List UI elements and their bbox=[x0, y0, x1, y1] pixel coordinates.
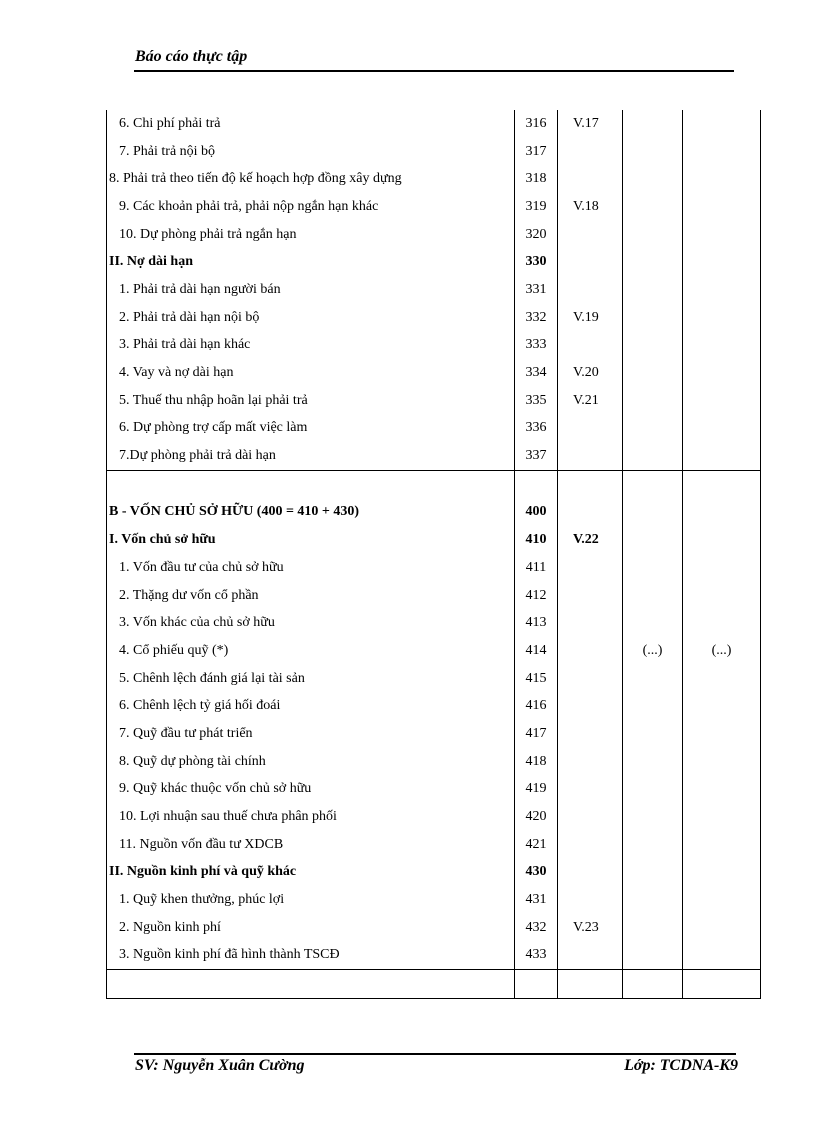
table-row bbox=[107, 110, 761, 138]
row-note-cell bbox=[558, 831, 623, 859]
row-code-cell bbox=[515, 470, 558, 498]
row-value-end-cell bbox=[623, 248, 683, 276]
table-row bbox=[107, 248, 761, 276]
row-note-cell bbox=[558, 970, 623, 999]
row-value-begin-cell bbox=[683, 332, 761, 360]
row-name-cell: 4. Cổ phiếu quỹ (*) bbox=[107, 637, 515, 665]
footer-student: SV: Nguyễn Xuân Cường bbox=[135, 1057, 305, 1074]
row-code-cell: 417 bbox=[515, 720, 558, 748]
table-row bbox=[107, 942, 761, 970]
row-note-cell bbox=[558, 720, 623, 748]
table-row bbox=[107, 720, 761, 748]
row-name-cell: 1. Quỹ khen thưởng, phúc lợi bbox=[107, 886, 515, 914]
row-note-cell bbox=[558, 776, 623, 804]
row-note-cell bbox=[558, 499, 623, 527]
row-note-cell bbox=[558, 415, 623, 443]
row-name-cell: 10. Dự phòng phải trả ngắn hạn bbox=[107, 221, 515, 249]
row-value-end-cell bbox=[623, 526, 683, 554]
table-row bbox=[107, 748, 761, 776]
row-code-cell: 332 bbox=[515, 304, 558, 332]
row-value-end-cell bbox=[623, 942, 683, 970]
row-name-cell: 2. Nguồn kinh phí bbox=[107, 914, 515, 942]
balance-sheet-table bbox=[106, 110, 761, 999]
row-value-begin-cell bbox=[683, 138, 761, 166]
row-value-begin-cell bbox=[683, 470, 761, 498]
page-header-title: Báo cáo thực tập bbox=[135, 48, 248, 65]
row-value-begin-cell bbox=[683, 859, 761, 887]
row-value-begin-cell bbox=[683, 221, 761, 249]
row-note-cell bbox=[558, 332, 623, 360]
row-code-cell: 420 bbox=[515, 803, 558, 831]
row-value-begin-cell bbox=[683, 886, 761, 914]
row-name-cell: 6. Chênh lệch tỷ giá hối đoái bbox=[107, 692, 515, 720]
row-value-end-cell bbox=[623, 193, 683, 221]
row-value-begin-cell bbox=[683, 415, 761, 443]
row-note-cell bbox=[558, 276, 623, 304]
row-value-begin-cell bbox=[683, 831, 761, 859]
row-value-end-cell bbox=[623, 665, 683, 693]
row-name-cell: 7. Quỹ đầu tư phát triển bbox=[107, 720, 515, 748]
row-code-cell: 432 bbox=[515, 914, 558, 942]
row-name-cell: 5. Thuế thu nhập hoãn lại phải trả bbox=[107, 387, 515, 415]
row-value-begin-cell bbox=[683, 942, 761, 970]
row-note-cell: V.20 bbox=[558, 359, 623, 387]
row-name-cell: II. Nợ dài hạn bbox=[107, 248, 515, 276]
row-value-begin-cell bbox=[683, 110, 761, 138]
row-value-end-cell: (...) bbox=[623, 637, 683, 665]
row-value-end-cell bbox=[623, 415, 683, 443]
table-row bbox=[107, 637, 761, 665]
row-note-cell bbox=[558, 138, 623, 166]
table-row bbox=[107, 165, 761, 193]
table-row bbox=[107, 665, 761, 693]
row-value-end-cell bbox=[623, 110, 683, 138]
table-row bbox=[107, 221, 761, 249]
row-code-cell: 418 bbox=[515, 748, 558, 776]
row-code-cell: 415 bbox=[515, 665, 558, 693]
row-note-cell: V.18 bbox=[558, 193, 623, 221]
row-note-cell: V.17 bbox=[558, 110, 623, 138]
row-value-end-cell bbox=[623, 470, 683, 498]
row-value-begin-cell: (...) bbox=[683, 637, 761, 665]
row-note-cell bbox=[558, 748, 623, 776]
row-note-cell bbox=[558, 886, 623, 914]
row-value-end-cell bbox=[623, 803, 683, 831]
row-value-begin-cell bbox=[683, 776, 761, 804]
row-value-begin-cell bbox=[683, 914, 761, 942]
row-code-cell: 433 bbox=[515, 942, 558, 970]
row-name-cell bbox=[107, 970, 515, 999]
row-value-end-cell bbox=[623, 859, 683, 887]
row-code-cell: 416 bbox=[515, 692, 558, 720]
row-code-cell: 413 bbox=[515, 609, 558, 637]
row-name-cell: 1. Phải trả dài hạn người bán bbox=[107, 276, 515, 304]
row-value-begin-cell bbox=[683, 193, 761, 221]
row-value-begin-cell bbox=[683, 304, 761, 332]
row-code-cell: 333 bbox=[515, 332, 558, 360]
row-name-cell: 1. Vốn đầu tư của chủ sở hữu bbox=[107, 554, 515, 582]
row-note-cell bbox=[558, 248, 623, 276]
table-row bbox=[107, 970, 761, 999]
row-value-begin-cell bbox=[683, 387, 761, 415]
table-row bbox=[107, 554, 761, 582]
table-row bbox=[107, 276, 761, 304]
table-row bbox=[107, 609, 761, 637]
table-row bbox=[107, 831, 761, 859]
table-row bbox=[107, 193, 761, 221]
row-note-cell bbox=[558, 221, 623, 249]
row-name-cell: 5. Chênh lệch đánh giá lại tài sản bbox=[107, 665, 515, 693]
row-value-begin-cell bbox=[683, 665, 761, 693]
table-row bbox=[107, 499, 761, 527]
row-note-cell bbox=[558, 442, 623, 470]
table-row bbox=[107, 914, 761, 942]
row-value-begin-cell bbox=[683, 692, 761, 720]
row-value-begin-cell bbox=[683, 276, 761, 304]
table-row bbox=[107, 138, 761, 166]
table-row bbox=[107, 776, 761, 804]
table-row bbox=[107, 442, 761, 470]
footer-rule bbox=[134, 1053, 736, 1055]
row-note-cell bbox=[558, 665, 623, 693]
row-note-cell bbox=[558, 637, 623, 665]
table-row bbox=[107, 886, 761, 914]
row-note-cell: V.21 bbox=[558, 387, 623, 415]
row-value-begin-cell bbox=[683, 609, 761, 637]
table-row bbox=[107, 582, 761, 610]
table-row bbox=[107, 692, 761, 720]
row-name-cell: 6. Chi phí phải trả bbox=[107, 110, 515, 138]
row-name-cell: 2. Phải trả dài hạn nội bộ bbox=[107, 304, 515, 332]
table-row bbox=[107, 415, 761, 443]
row-value-end-cell bbox=[623, 499, 683, 527]
row-value-end-cell bbox=[623, 442, 683, 470]
table-row bbox=[107, 332, 761, 360]
footer-class: Lớp: TCDNA-K9 bbox=[624, 1057, 738, 1074]
header-rule bbox=[134, 70, 734, 72]
row-name-cell: 9. Các khoản phải trả, phải nộp ngắn hạn khác bbox=[107, 193, 515, 221]
row-value-begin-cell bbox=[683, 526, 761, 554]
table-row bbox=[107, 859, 761, 887]
row-value-begin-cell bbox=[683, 499, 761, 527]
row-note-cell bbox=[558, 609, 623, 637]
row-code-cell: 335 bbox=[515, 387, 558, 415]
row-value-end-cell bbox=[623, 914, 683, 942]
row-value-end-cell bbox=[623, 720, 683, 748]
row-code-cell: 410 bbox=[515, 526, 558, 554]
row-value-end-cell bbox=[623, 359, 683, 387]
row-note-cell: V.19 bbox=[558, 304, 623, 332]
row-code-cell bbox=[515, 970, 558, 999]
row-name-cell: II. Nguồn kinh phí và quỹ khác bbox=[107, 859, 515, 887]
row-name-cell: 7.Dự phòng phải trả dài hạn bbox=[107, 442, 515, 470]
row-value-begin-cell bbox=[683, 582, 761, 610]
row-code-cell: 331 bbox=[515, 276, 558, 304]
row-value-begin-cell bbox=[683, 748, 761, 776]
table-row bbox=[107, 359, 761, 387]
row-code-cell: 336 bbox=[515, 415, 558, 443]
row-name-cell: B - VỐN CHỦ SỞ HỮU (400 = 410 + 430) bbox=[107, 499, 515, 527]
row-code-cell: 421 bbox=[515, 831, 558, 859]
row-value-end-cell bbox=[623, 387, 683, 415]
row-note-cell bbox=[558, 470, 623, 498]
row-value-end-cell bbox=[623, 554, 683, 582]
row-name-cell: 7. Phải trả nội bộ bbox=[107, 138, 515, 166]
row-name-cell: 2. Thặng dư vốn cổ phần bbox=[107, 582, 515, 610]
row-value-end-cell bbox=[623, 831, 683, 859]
row-value-end-cell bbox=[623, 304, 683, 332]
row-name-cell: 11. Nguồn vốn đầu tư XDCB bbox=[107, 831, 515, 859]
row-value-end-cell bbox=[623, 692, 683, 720]
row-code-cell: 411 bbox=[515, 554, 558, 582]
row-name-cell bbox=[107, 470, 515, 498]
row-value-begin-cell bbox=[683, 442, 761, 470]
row-value-begin-cell bbox=[683, 359, 761, 387]
row-code-cell: 430 bbox=[515, 859, 558, 887]
row-code-cell: 431 bbox=[515, 886, 558, 914]
row-name-cell: 4. Vay và nợ dài hạn bbox=[107, 359, 515, 387]
table-row bbox=[107, 803, 761, 831]
row-name-cell: 10. Lợi nhuận sau thuế chưa phân phối bbox=[107, 803, 515, 831]
row-name-cell: 8. Quỹ dự phòng tài chính bbox=[107, 748, 515, 776]
table-row bbox=[107, 387, 761, 415]
row-value-end-cell bbox=[623, 276, 683, 304]
row-code-cell: 316 bbox=[515, 110, 558, 138]
row-note-cell bbox=[558, 165, 623, 193]
row-value-begin-cell bbox=[683, 554, 761, 582]
balance-sheet-body bbox=[107, 110, 761, 999]
row-value-end-cell bbox=[623, 970, 683, 999]
row-code-cell: 330 bbox=[515, 248, 558, 276]
row-note-cell: V.22 bbox=[558, 526, 623, 554]
row-value-end-cell bbox=[623, 138, 683, 166]
row-value-end-cell bbox=[623, 332, 683, 360]
row-value-begin-cell bbox=[683, 803, 761, 831]
row-name-cell: 6. Dự phòng trợ cấp mất việc làm bbox=[107, 415, 515, 443]
row-code-cell: 419 bbox=[515, 776, 558, 804]
row-note-cell bbox=[558, 803, 623, 831]
row-note-cell bbox=[558, 582, 623, 610]
row-name-cell: 8. Phải trả theo tiến độ kế hoạch hợp đồng xây dựng bbox=[107, 165, 515, 193]
row-value-end-cell bbox=[623, 748, 683, 776]
row-value-end-cell bbox=[623, 582, 683, 610]
table-row bbox=[107, 304, 761, 332]
row-note-cell bbox=[558, 942, 623, 970]
row-name-cell: 3. Vốn khác của chủ sở hữu bbox=[107, 609, 515, 637]
row-name-cell: I. Vốn chủ sở hữu bbox=[107, 526, 515, 554]
row-code-cell: 317 bbox=[515, 138, 558, 166]
row-code-cell: 414 bbox=[515, 637, 558, 665]
table-row bbox=[107, 470, 761, 498]
row-value-begin-cell bbox=[683, 720, 761, 748]
row-code-cell: 319 bbox=[515, 193, 558, 221]
table-row bbox=[107, 526, 761, 554]
row-value-end-cell bbox=[623, 886, 683, 914]
row-code-cell: 320 bbox=[515, 221, 558, 249]
row-name-cell: 3. Nguồn kinh phí đã hình thành TSCĐ bbox=[107, 942, 515, 970]
row-code-cell: 318 bbox=[515, 165, 558, 193]
row-name-cell: 3. Phải trả dài hạn khác bbox=[107, 332, 515, 360]
row-note-cell bbox=[558, 554, 623, 582]
row-value-begin-cell bbox=[683, 248, 761, 276]
row-value-begin-cell bbox=[683, 970, 761, 999]
row-note-cell: V.23 bbox=[558, 914, 623, 942]
row-code-cell: 400 bbox=[515, 499, 558, 527]
row-code-cell: 412 bbox=[515, 582, 558, 610]
row-value-end-cell bbox=[623, 165, 683, 193]
row-code-cell: 337 bbox=[515, 442, 558, 470]
row-code-cell: 334 bbox=[515, 359, 558, 387]
row-note-cell bbox=[558, 859, 623, 887]
row-value-end-cell bbox=[623, 221, 683, 249]
row-name-cell: 9. Quỹ khác thuộc vốn chủ sở hữu bbox=[107, 776, 515, 804]
row-note-cell bbox=[558, 692, 623, 720]
row-value-end-cell bbox=[623, 776, 683, 804]
row-value-end-cell bbox=[623, 609, 683, 637]
row-value-begin-cell bbox=[683, 165, 761, 193]
